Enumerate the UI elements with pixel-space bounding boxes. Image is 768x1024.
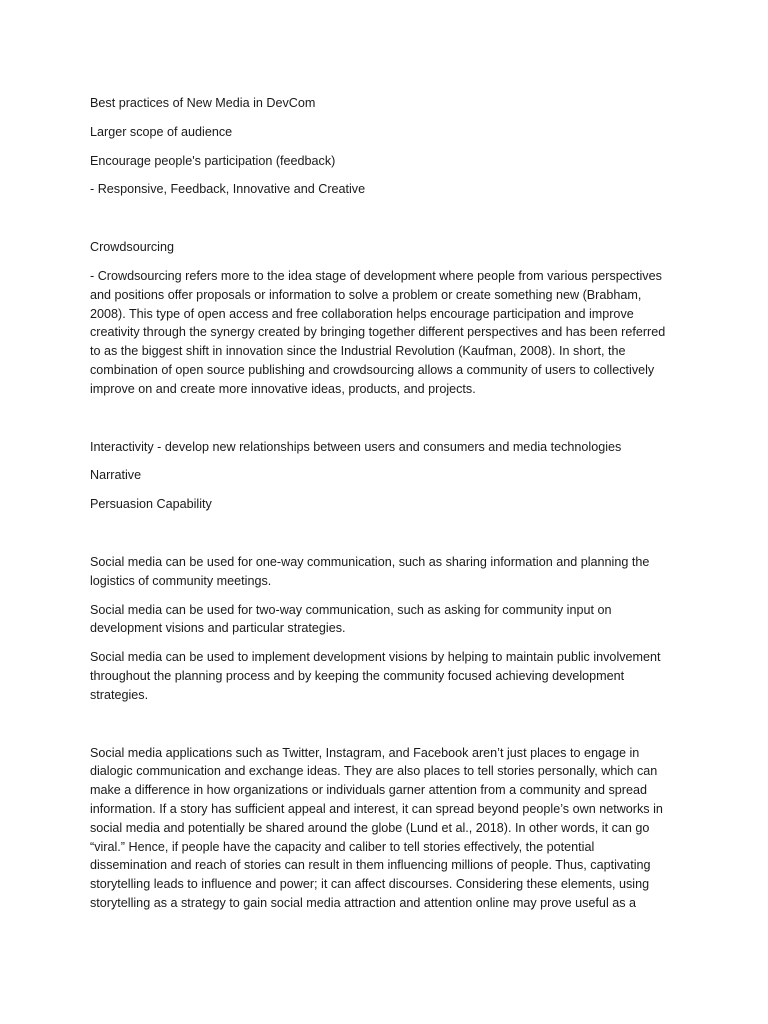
paragraph-implement: Social media can be used to implement development visions by helping to maintain public involvement throughout the planning process and by keeping the community focused achieving development strategies. xyxy=(90,650,661,702)
paragraph-one-way: Social media can be used for one-way communication, such as sharing information and planning the logistics of community meetings. xyxy=(90,554,650,588)
list-item-narrative: Narrative xyxy=(90,468,142,483)
paragraph-two-way: Social media can be used for two-way communication, such as asking for community input on development visions and particular strategies. xyxy=(90,602,612,636)
list-item-participation: Encourage people's participation (feedback) xyxy=(90,153,336,168)
blank-line xyxy=(90,209,670,238)
list-item-responsive: - Responsive, Feedback, Innovative and Creative xyxy=(90,182,366,197)
list-item-interactivity: Interactivity - develop new relationships between users and consumers and media technologies xyxy=(90,439,622,454)
document-page xyxy=(90,94,670,923)
list-item-audience: Larger scope of audience xyxy=(90,124,233,139)
blank-line xyxy=(90,715,670,744)
blank-line xyxy=(90,524,670,553)
crowdsourcing-paragraph: - Crowdsourcing refers more to the idea stage of development where people from various perspectives and positions offer proposals or information to solve a problem or create something new (Brabham, 2008). This type of open access and free collaboration helps encourage participation and improve creativity through the synergy created by bringing together different perspectives and has been referred to as the biggest shift in innovation since the Industrial Revolution (Kaufman, 2008). In short, the combination of open source publishing and crowdsourcing allows a community of users to collectively improve on and create more innovative ideas, products, and projects. xyxy=(90,268,666,396)
section-title-crowdsourcing: Crowdsourcing xyxy=(90,240,174,255)
blank-line xyxy=(90,409,670,438)
section-title-best-practices: Best practices of New Media in DevCom xyxy=(90,96,316,110)
list-item-persuasion: Persuasion Capability xyxy=(90,497,212,512)
storytelling-paragraph: Social media applications such as Twitter, Instagram, and Facebook aren’t just places to engage in dialogic communication and exchange ideas. They are also places to tell stories personally, which can make a difference in how organizations or individuals garner attention from a community and spread information. If a story has sufficient appeal and interest, it can spread beyond people’s own networks in social media and potentially be shared around the globe (Lund et al., 2018). In other words, it can go “viral.” Hence, if people have the capacity and caliber to tell stories effectively, the potential dissemination and reach of stories can result in them influencing millions of people. Thus, captivating storytelling leads to influence and power; it can affect discourses. Considering these elements, using storytelling as a strategy to gain social media attraction and attention online may prove useful as a xyxy=(90,745,663,910)
